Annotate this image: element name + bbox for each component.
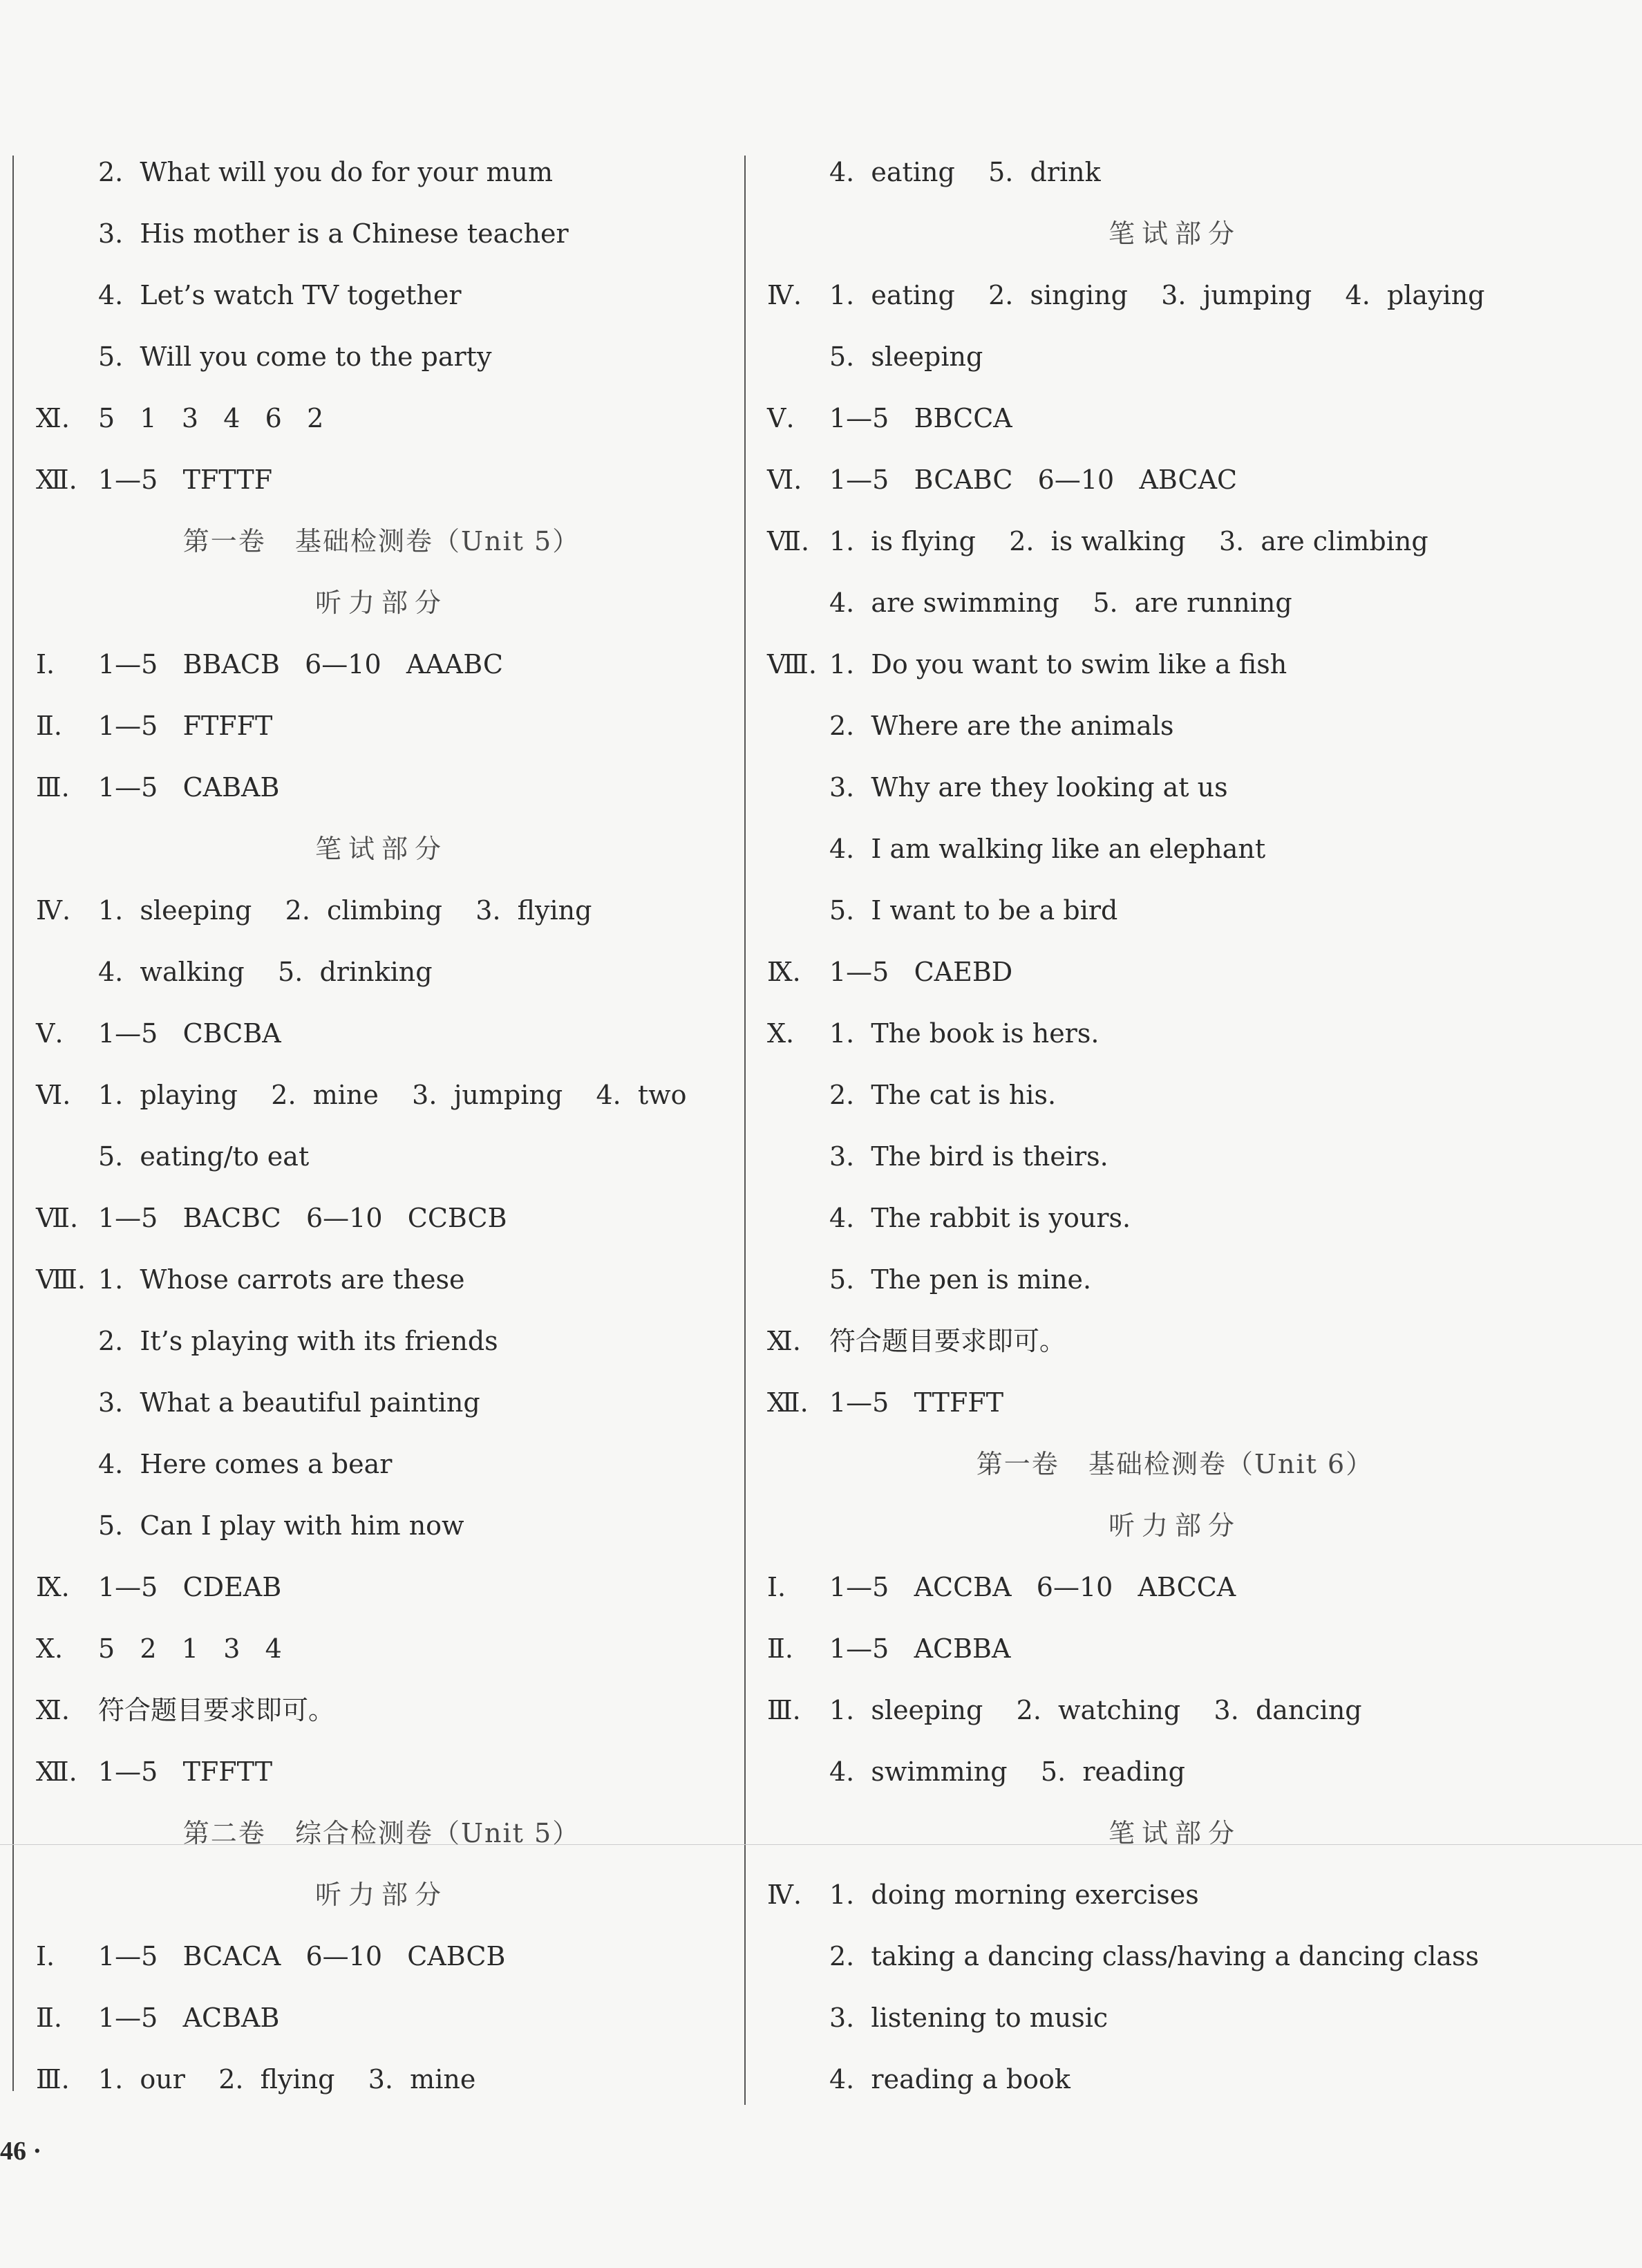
question-number: Ⅱ. [36, 2003, 62, 2033]
section-heading: 笔试部分 [1108, 1818, 1241, 1848]
answer-text: 3. His mother is a Chinese teacher [98, 218, 569, 249]
answer-text: 4. Let’s watch TV together [98, 280, 462, 310]
answer-text: 4. are swimming 5. are running [829, 588, 1292, 618]
answer-text: 2. What will you do for your mum [98, 157, 553, 187]
question-number: Ⅸ. [36, 1572, 70, 1602]
answer-line [36, 326, 727, 388]
answer-text: 1—5 BBCCA [829, 403, 1012, 433]
question-number: Ⅶ. [36, 1203, 79, 1233]
answer-line [767, 2049, 1583, 2110]
answer-line [36, 1188, 727, 1249]
answer-line [767, 326, 1583, 388]
answer-text: 1—5 CDEAB [98, 1572, 282, 1602]
question-number: Ⅹ. [767, 1018, 795, 1049]
right-column [767, 142, 1583, 2110]
answer-text: 1. our 2. flying 3. mine [98, 2064, 476, 2094]
answer-line [767, 1864, 1583, 1926]
answer-text: 符合题目要求即可。 [829, 1326, 1066, 1356]
answer-text: 4. Here comes a bear [98, 1449, 393, 1479]
question-number: Ⅳ. [36, 895, 71, 926]
answer-text: 1. is flying 2. is walking 3. are climbing [829, 526, 1428, 556]
answer-text: 3. Why are they looking at us [829, 772, 1228, 803]
answer-text: 4. eating 5. drink [829, 157, 1101, 187]
answer-line [36, 1126, 727, 1188]
answer-text: 4. The rabbit is yours. [829, 1203, 1131, 1233]
answer-line [36, 449, 727, 511]
question-number: Ⅵ. [767, 465, 802, 495]
question-number: Ⅵ. [36, 1080, 71, 1110]
answer-text: 1—5 CABAB [98, 772, 280, 803]
answer-line [767, 1065, 1583, 1126]
section-heading: 笔试部分 [314, 834, 448, 864]
answer-text: 4. I am walking like an elephant [829, 834, 1266, 864]
answer-line [767, 511, 1583, 572]
answer-line [36, 1680, 727, 1741]
answer-line [767, 941, 1583, 1003]
answer-line [767, 572, 1583, 634]
left-column [36, 142, 727, 2110]
page-number: 46 · [0, 2137, 42, 2166]
answer-text: 1—5 BBACB 6—10 AAABC [98, 649, 503, 680]
answer-text: 1—5 BCACA 6—10 CABCB [98, 1941, 506, 1971]
answer-line [36, 757, 727, 818]
answer-line [36, 2049, 727, 2110]
question-number: Ⅲ. [36, 772, 70, 803]
answer-line [36, 1926, 727, 1987]
answer-text: 1—5 CAEBD [829, 957, 1013, 987]
left-margin-rule [12, 156, 14, 2091]
answer-text: 1. sleeping 2. climbing 3. flying [98, 895, 592, 926]
answer-line [36, 1741, 727, 1803]
question-number: Ⅹ. [36, 1633, 64, 1664]
question-number: Ⅶ. [767, 526, 810, 556]
answer-text: 1—5 FTFFT [98, 711, 273, 741]
section-heading: 笔试部分 [1108, 218, 1241, 249]
answer-text: 1—5 TTFFT [829, 1387, 1004, 1418]
answer-text: 2. taking a dancing class/having a dancing class [829, 1941, 1480, 1971]
question-number: Ⅸ. [767, 957, 801, 987]
answer-line [767, 634, 1583, 695]
question-number: Ⅱ. [36, 711, 62, 741]
answer-line [36, 1434, 727, 1495]
answer-line [767, 1557, 1583, 1618]
answer-text: 4. reading a book [829, 2064, 1070, 2094]
question-number: Ⅷ. [36, 1264, 86, 1295]
question-number: Ⅲ. [767, 1695, 801, 1725]
question-number: Ⅴ. [36, 1018, 64, 1049]
answer-line [767, 1249, 1583, 1311]
answer-text: 1—5 BCABC 6—10 ABCAC [829, 465, 1238, 495]
section-heading: 听力部分 [314, 588, 448, 618]
answer-line [767, 449, 1583, 511]
question-number: Ⅰ. [767, 1572, 786, 1602]
answer-line [36, 388, 727, 449]
answer-line [767, 265, 1583, 326]
answer-line [767, 1926, 1583, 1987]
answer-line [36, 1311, 727, 1372]
answer-text: 1. doing morning exercises [829, 1880, 1199, 1910]
answer-text: 3. listening to music [829, 2003, 1108, 2033]
answer-text: 1. Whose carrots are these [98, 1264, 465, 1295]
answer-line [36, 880, 727, 941]
answer-text: 5. Will you come to the party [98, 341, 492, 372]
answer-text: 1—5 BACBC 6—10 CCBCB [98, 1203, 507, 1233]
answer-text: 1. eating 2. singing 3. jumping 4. playing [829, 280, 1485, 310]
answer-line [36, 695, 727, 757]
answer-line [36, 1987, 727, 2049]
answer-line [767, 757, 1583, 818]
answer-text: 1. playing 2. mine 3. jumping 4. two [98, 1080, 687, 1110]
answer-line [36, 1065, 727, 1126]
question-number: Ⅷ. [767, 649, 817, 680]
answer-line [767, 1987, 1583, 2049]
answer-line [767, 880, 1583, 941]
answer-text: 5. The pen is mine. [829, 1264, 1092, 1295]
answer-line [767, 1126, 1583, 1188]
question-number: Ⅲ. [36, 2064, 70, 2094]
answer-line [767, 1372, 1583, 1434]
answer-line [767, 1680, 1583, 1741]
answer-text: 4. swimming 5. reading [829, 1756, 1185, 1787]
answer-text: 3. The bird is theirs. [829, 1141, 1108, 1172]
answer-line [36, 203, 727, 265]
question-number: Ⅺ. [36, 1695, 70, 1725]
answer-text: 5 1 3 4 6 2 [98, 403, 324, 433]
section-heading: 听力部分 [1108, 1510, 1241, 1541]
question-number: Ⅳ. [767, 280, 802, 310]
question-number: Ⅻ. [36, 1756, 77, 1787]
answer-text: 1—5 ACBAB [98, 2003, 280, 2033]
answer-text: 2. It’s playing with its friends [98, 1326, 498, 1356]
answer-text: 3. What a beautiful painting [98, 1387, 480, 1418]
answer-text: 5 2 1 3 4 [98, 1633, 282, 1664]
answer-text: 2. The cat is his. [829, 1080, 1057, 1110]
answer-text: 1—5 TFFTT [98, 1756, 273, 1787]
answer-line [36, 634, 727, 695]
answer-line [767, 388, 1583, 449]
answer-line [36, 1003, 727, 1065]
answer-text: 5. I want to be a bird [829, 895, 1118, 926]
answer-text: 1—5 ACCBA 6—10 ABCCA [829, 1572, 1236, 1602]
answer-text: 1—5 TFTTF [98, 465, 273, 495]
question-number: Ⅺ. [767, 1326, 801, 1356]
paper-heading: 第一卷 基础检测卷（Unit 5） [182, 526, 581, 556]
question-number: Ⅳ. [767, 1880, 802, 1910]
column-divider [744, 156, 746, 2105]
answer-text: 1—5 ACBBA [829, 1633, 1011, 1664]
question-number: Ⅺ. [36, 403, 70, 433]
question-number: Ⅻ. [767, 1387, 809, 1418]
answer-line [767, 1311, 1583, 1372]
question-number: Ⅰ. [36, 649, 55, 680]
section-heading: 听力部分 [314, 1880, 448, 1910]
answer-line [36, 1249, 727, 1311]
answer-text: 5. sleeping [829, 341, 983, 372]
answer-text: 2. Where are the animals [829, 711, 1174, 741]
answer-line [36, 1372, 727, 1434]
answer-text: 1. The book is hers. [829, 1018, 1100, 1049]
question-number: Ⅻ. [36, 465, 77, 495]
answer-line [36, 941, 727, 1003]
answer-line [36, 1557, 727, 1618]
answer-line [767, 142, 1583, 203]
answer-text: 1. Do you want to swim like a fish [829, 649, 1287, 680]
answer-line [767, 1741, 1583, 1803]
answer-text: 1—5 CBCBA [98, 1018, 281, 1049]
answer-line [767, 818, 1583, 880]
answer-line [767, 1003, 1583, 1065]
answer-line [767, 1188, 1583, 1249]
answer-text: 5. eating/to eat [98, 1141, 310, 1172]
answer-line [767, 1618, 1583, 1680]
answer-text: 符合题目要求即可。 [98, 1695, 335, 1725]
answer-text: 1. sleeping 2. watching 3. dancing [829, 1695, 1362, 1725]
answer-line [36, 142, 727, 203]
question-number: Ⅰ. [36, 1941, 55, 1971]
paper-heading: 第一卷 基础检测卷（Unit 6） [976, 1449, 1374, 1479]
answer-text: 5. Can I play with him now [98, 1510, 464, 1541]
paper-heading: 第二卷 综合检测卷（Unit 5） [182, 1818, 581, 1848]
question-number: Ⅱ. [767, 1633, 793, 1664]
answer-line [767, 695, 1583, 757]
question-number: Ⅴ. [767, 403, 795, 433]
answer-text: 4. walking 5. drinking [98, 957, 433, 987]
answer-line [36, 265, 727, 326]
answer-line [36, 1618, 727, 1680]
answer-line [36, 1495, 727, 1557]
